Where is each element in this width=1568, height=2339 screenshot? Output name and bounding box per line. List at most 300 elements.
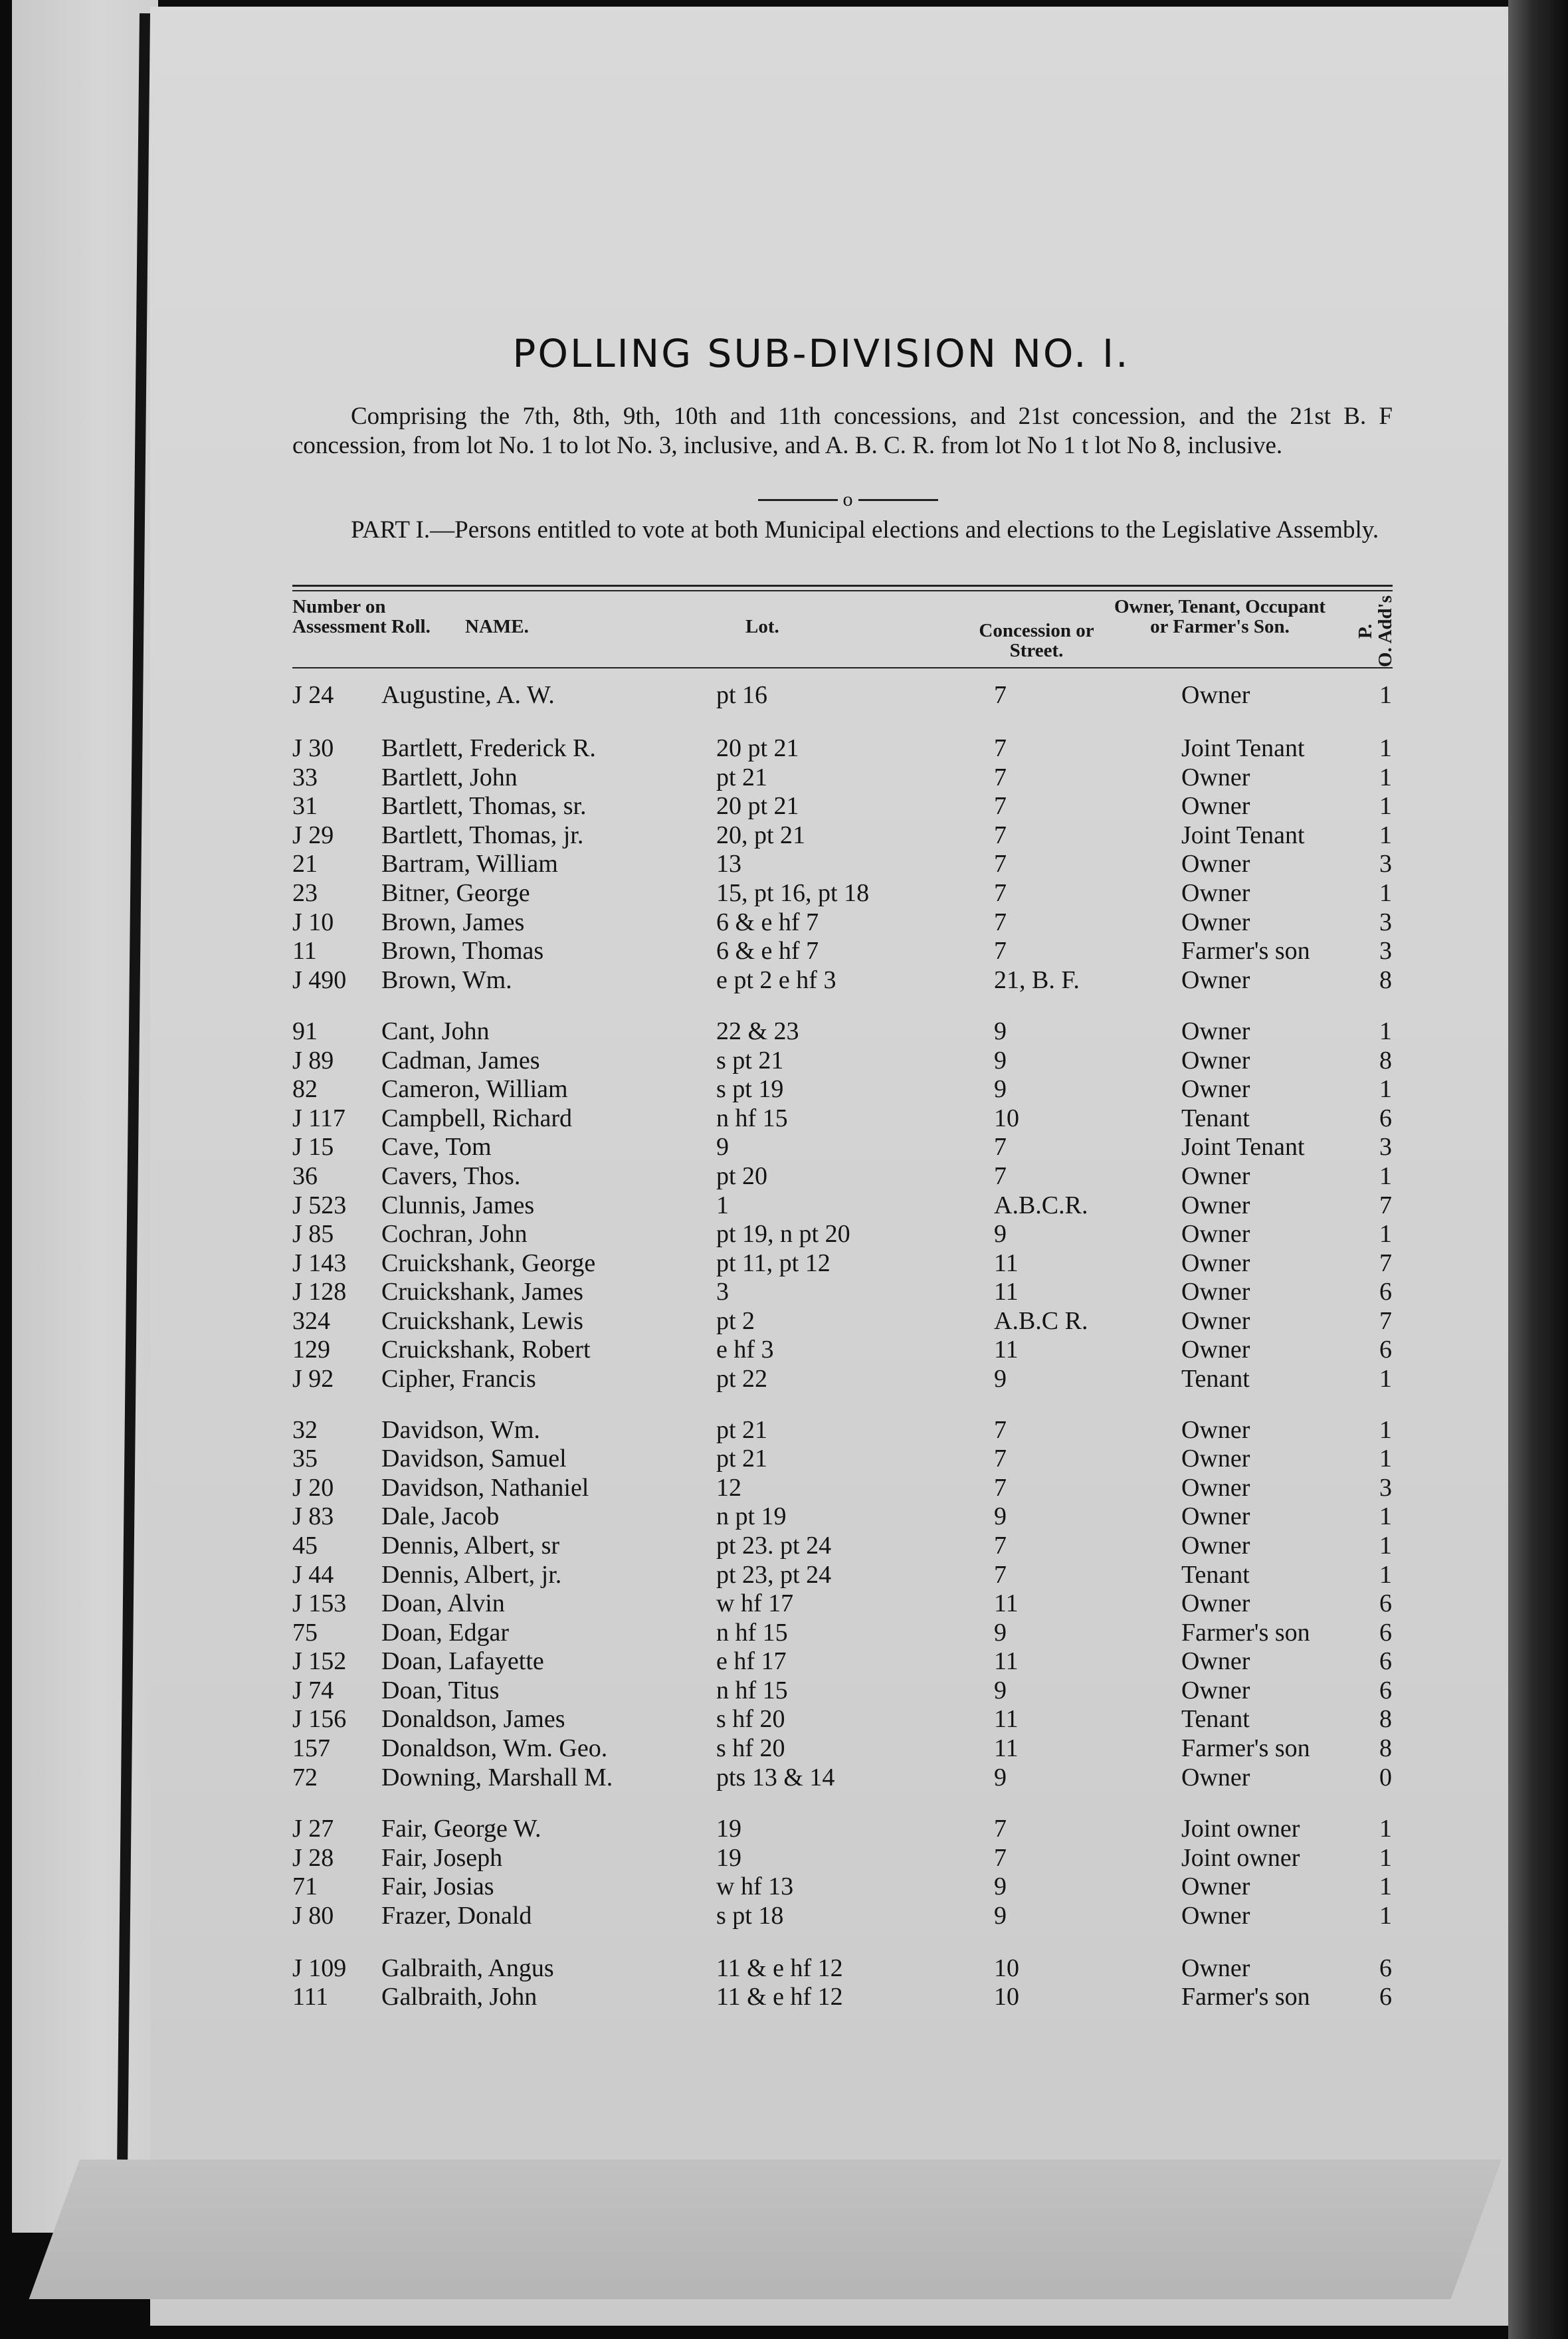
cell-po: 1: [1379, 792, 1392, 820]
cell-con: A.B.C R.: [994, 1307, 1088, 1335]
cell-own: Owner: [1181, 1502, 1250, 1530]
table-row: [0, 1104, 1568, 1133]
cell-lot: w hf 13: [716, 1873, 794, 1900]
cell-lot: s pt 21: [716, 1047, 784, 1074]
cell-own: Owner: [1181, 1902, 1250, 1930]
cell-own: Joint owner: [1181, 1815, 1300, 1843]
cell-lot: 1: [716, 1191, 729, 1219]
cell-con: 7: [994, 1133, 1007, 1161]
cell-num: 11: [292, 937, 317, 965]
cell-po: 6: [1379, 1278, 1392, 1306]
cell-lot: 20, pt 21: [716, 821, 806, 849]
cell-con: 11: [994, 1249, 1019, 1277]
cell-lot: 11 & e hf 12: [716, 1983, 843, 2011]
cell-con: 7: [994, 1815, 1007, 1843]
cell-po: 1: [1379, 763, 1392, 791]
cell-po: 1: [1379, 681, 1392, 709]
cell-po: 1: [1379, 1873, 1392, 1900]
cell-lot: 6 & e hf 7: [716, 937, 819, 965]
cell-num: J 152: [292, 1647, 347, 1675]
table-rule-top-thin: [292, 590, 1393, 591]
cell-own: Owner: [1181, 1017, 1250, 1045]
cell-name: Galbraith, John: [381, 1983, 538, 2011]
cell-name: Cruickshank, Robert: [381, 1336, 591, 1364]
table-row: [0, 1046, 1568, 1075]
cell-lot: 11 & e hf 12: [716, 1954, 843, 1982]
table-row: [0, 1814, 1568, 1843]
cell-con: 7: [994, 734, 1007, 762]
cell-lot: pt 23, pt 24: [716, 1561, 832, 1589]
cell-num: J 153: [292, 1589, 347, 1617]
table-row: [0, 680, 1568, 710]
cell-lot: 19: [716, 1815, 741, 1843]
cell-own: Joint Tenant: [1181, 821, 1305, 849]
cell-own: Owner: [1181, 966, 1250, 994]
cell-name: Donaldson, Wm. Geo.: [381, 1734, 608, 1762]
cell-name: Cruickshank, James: [381, 1278, 583, 1306]
cell-con: 10: [994, 1954, 1019, 1982]
cell-own: Owner: [1181, 1647, 1250, 1675]
cell-con: 7: [994, 763, 1007, 791]
cell-num: 36: [292, 1162, 318, 1190]
cell-lot: pts 13 & 14: [716, 1764, 835, 1791]
cell-po: 3: [1379, 937, 1392, 965]
cell-name: Cruickshank, George: [381, 1249, 596, 1277]
cell-own: Owner: [1181, 1416, 1250, 1444]
table-row: [0, 1017, 1568, 1046]
cell-name: Donaldson, James: [381, 1705, 565, 1733]
cell-num: J 156: [292, 1705, 347, 1733]
cell-own: Farmer's son: [1181, 937, 1310, 965]
cell-con: 9: [994, 1902, 1007, 1930]
cell-num: J 10: [292, 908, 334, 936]
cell-own: Owner: [1181, 1532, 1250, 1560]
cell-own: Farmer's son: [1181, 1619, 1310, 1647]
cell-po: 1: [1379, 1445, 1392, 1473]
cell-own: Owner: [1181, 792, 1250, 820]
cell-lot: pt 22: [716, 1365, 768, 1393]
cell-num: 75: [292, 1619, 318, 1647]
cell-name: Bartlett, Frederick R.: [381, 734, 596, 762]
cell-own: Owner: [1181, 1249, 1250, 1277]
cell-own: Tenant: [1181, 1561, 1250, 1589]
cell-name: Dennis, Albert, sr: [381, 1532, 560, 1560]
header-number: Number on Assessment Roll.: [292, 596, 431, 637]
cell-num: J 92: [292, 1365, 334, 1393]
cell-num: J 109: [292, 1954, 347, 1982]
cell-po: 1: [1379, 1561, 1392, 1589]
table-row: [0, 1954, 1568, 1983]
cell-po: 3: [1379, 1133, 1392, 1161]
cell-lot: 20 pt 21: [716, 792, 799, 820]
cell-con: 21, B. F.: [994, 966, 1080, 994]
cell-con: 9: [994, 1873, 1007, 1900]
cell-own: Owner: [1181, 908, 1250, 936]
table-row: [0, 1704, 1568, 1734]
cell-name: Fair, George W.: [381, 1815, 541, 1843]
cell-con: 11: [994, 1734, 1019, 1762]
cell-con: 9: [994, 1220, 1007, 1248]
cell-po: 1: [1379, 1365, 1392, 1393]
cell-num: J 29: [292, 821, 334, 849]
cell-name: Bartlett, Thomas, jr.: [381, 821, 584, 849]
cell-con: 7: [994, 937, 1007, 965]
cell-po: 7: [1379, 1191, 1392, 1219]
table-row: [0, 1872, 1568, 1901]
cell-num: 111: [292, 1983, 329, 2011]
cell-po: 6: [1379, 1983, 1392, 2011]
header-lot: Lot.: [745, 616, 779, 637]
cell-own: Owner: [1181, 1162, 1250, 1190]
cell-num: J 15: [292, 1133, 334, 1161]
cell-name: Doan, Titus: [381, 1677, 500, 1704]
cell-num: 35: [292, 1445, 318, 1473]
cell-po: 1: [1379, 1220, 1392, 1248]
cell-name: Bitner, George: [381, 879, 530, 907]
table-row: [0, 1074, 1568, 1104]
cell-con: 11: [994, 1336, 1019, 1364]
cell-name: Frazer, Donald: [381, 1902, 532, 1930]
cell-po: 1: [1379, 1075, 1392, 1103]
cell-lot: n hf 15: [716, 1104, 788, 1132]
table-row: [0, 878, 1568, 908]
cell-con: A.B.C.R.: [994, 1191, 1088, 1219]
table-row: [0, 791, 1568, 821]
cell-lot: pt 23. pt 24: [716, 1532, 832, 1560]
cell-po: 1: [1379, 1162, 1392, 1190]
cell-name: Brown, Wm.: [381, 966, 512, 994]
cell-con: 7: [994, 1445, 1007, 1473]
cell-num: 324: [292, 1307, 330, 1335]
cell-po: 8: [1379, 1734, 1392, 1762]
cell-po: 1: [1379, 1844, 1392, 1872]
cell-lot: 15, pt 16, pt 18: [716, 879, 870, 907]
cell-lot: pt 21: [716, 1416, 768, 1444]
cell-po: 1: [1379, 1902, 1392, 1930]
cell-lot: e hf 3: [716, 1336, 774, 1364]
cell-num: J 80: [292, 1902, 334, 1930]
cell-own: Joint owner: [1181, 1844, 1300, 1872]
cell-po: 1: [1379, 1416, 1392, 1444]
table-row: [0, 1647, 1568, 1676]
table-row: [0, 1277, 1568, 1306]
cell-con: 7: [994, 850, 1007, 878]
cell-po: 1: [1379, 1815, 1392, 1843]
cell-lot: e pt 2 e hf 3: [716, 966, 836, 994]
cell-own: Owner: [1181, 879, 1250, 907]
cell-po: 8: [1379, 966, 1392, 994]
cell-lot: s pt 19: [716, 1075, 784, 1103]
cell-own: Tenant: [1181, 1705, 1250, 1733]
cell-name: Cant, John: [381, 1017, 490, 1045]
cell-lot: 6 & e hf 7: [716, 908, 819, 936]
cell-num: J 85: [292, 1220, 334, 1248]
cell-num: J 89: [292, 1047, 334, 1074]
cell-own: Owner: [1181, 1336, 1250, 1364]
cell-own: Joint Tenant: [1181, 734, 1305, 762]
cell-po: 0: [1379, 1764, 1392, 1791]
cell-po: 3: [1379, 1474, 1392, 1502]
cell-name: Dale, Jacob: [381, 1502, 500, 1530]
cell-num: 72: [292, 1764, 318, 1791]
cell-num: J 117: [292, 1104, 345, 1132]
cell-own: Owner: [1181, 850, 1250, 878]
cell-num: J 28: [292, 1844, 334, 1872]
cell-num: J 523: [292, 1191, 347, 1219]
cell-po: 8: [1379, 1047, 1392, 1074]
cell-lot: 20 pt 21: [716, 734, 799, 762]
cell-name: Cruickshank, Lewis: [381, 1307, 583, 1335]
cell-con: 7: [994, 1474, 1007, 1502]
cell-num: J 44: [292, 1561, 334, 1589]
cell-po: 8: [1379, 1705, 1392, 1733]
cell-name: Brown, James: [381, 908, 525, 936]
cell-con: 9: [994, 1677, 1007, 1704]
cell-num: 91: [292, 1017, 318, 1045]
table-row: [0, 734, 1568, 763]
table-row: [0, 1473, 1568, 1502]
cell-own: Owner: [1181, 1191, 1250, 1219]
table-row: [0, 1132, 1568, 1162]
cell-own: Owner: [1181, 681, 1250, 709]
table-rule-header: [292, 667, 1393, 668]
cell-own: Owner: [1181, 1047, 1250, 1074]
cell-con: 7: [994, 908, 1007, 936]
cell-own: Owner: [1181, 1954, 1250, 1982]
cell-lot: w hf 17: [716, 1589, 794, 1617]
cell-num: 71: [292, 1873, 318, 1900]
cell-con: 7: [994, 1532, 1007, 1560]
cell-name: Fair, Joseph: [381, 1844, 503, 1872]
cell-po: 1: [1379, 1532, 1392, 1560]
cell-name: Cameron, William: [381, 1075, 568, 1103]
cell-num: J 128: [292, 1278, 347, 1306]
cell-lot: s hf 20: [716, 1705, 785, 1733]
cell-own: Farmer's son: [1181, 1734, 1310, 1762]
cell-po: 6: [1379, 1336, 1392, 1364]
cell-own: Tenant: [1181, 1104, 1250, 1132]
cell-lot: e hf 17: [716, 1647, 787, 1675]
cell-own: Owner: [1181, 1589, 1250, 1617]
cell-num: 45: [292, 1532, 318, 1560]
cell-lot: pt 21: [716, 763, 768, 791]
cell-con: 9: [994, 1017, 1007, 1045]
table-row: [0, 908, 1568, 937]
cell-own: Owner: [1181, 763, 1250, 791]
table-row: [0, 1364, 1568, 1393]
cell-po: 1: [1379, 1017, 1392, 1045]
cell-po: 6: [1379, 1589, 1392, 1617]
table-row: [0, 1982, 1568, 2011]
cell-name: Galbraith, Angus: [381, 1954, 554, 1982]
table-row: [0, 1191, 1568, 1220]
table-row: [0, 966, 1568, 995]
cell-name: Cipher, Francis: [381, 1365, 536, 1393]
cell-name: Doan, Alvin: [381, 1589, 505, 1617]
cell-own: Owner: [1181, 1278, 1250, 1306]
cell-own: Farmer's son: [1181, 1983, 1310, 2011]
cell-lot: n hf 15: [716, 1619, 788, 1647]
cell-own: Joint Tenant: [1181, 1133, 1305, 1161]
header-po-label: P. O. Add's: [1355, 595, 1396, 667]
cell-own: Owner: [1181, 1474, 1250, 1502]
cell-name: Cochran, John: [381, 1220, 528, 1248]
table-row: [0, 1444, 1568, 1473]
cell-lot: pt 11, pt 12: [716, 1249, 831, 1277]
cell-po: 7: [1379, 1249, 1392, 1277]
cell-own: Owner: [1181, 1873, 1250, 1900]
cell-con: 9: [994, 1764, 1007, 1791]
table-row: [0, 1502, 1568, 1531]
cell-lot: 9: [716, 1133, 729, 1161]
cell-own: Owner: [1181, 1677, 1250, 1704]
cell-num: 157: [292, 1734, 330, 1762]
table-row: [0, 1901, 1568, 1930]
cell-num: J 30: [292, 734, 334, 762]
table-row: [0, 1219, 1568, 1249]
cell-name: Bartlett, John: [381, 763, 518, 791]
cell-po: 6: [1379, 1954, 1392, 1982]
cell-po: 1: [1379, 821, 1392, 849]
cell-name: Bartram, William: [381, 850, 558, 878]
table-row: [0, 1618, 1568, 1647]
cell-po: 3: [1379, 908, 1392, 936]
table-row: [0, 936, 1568, 966]
cell-own: Owner: [1181, 1764, 1250, 1791]
ornament-dash-right: [858, 499, 938, 501]
cell-name: Davidson, Nathaniel: [381, 1474, 589, 1502]
cell-num: 32: [292, 1416, 318, 1444]
cell-lot: pt 20: [716, 1162, 768, 1190]
cell-con: 10: [994, 1104, 1019, 1132]
table-rule-top: [292, 585, 1393, 587]
cell-lot: 22 & 23: [716, 1017, 799, 1045]
cell-con: 7: [994, 1844, 1007, 1872]
cell-con: 9: [994, 1502, 1007, 1530]
table-row: [0, 1162, 1568, 1191]
table-row: [0, 763, 1568, 792]
cell-con: 11: [994, 1705, 1019, 1733]
cell-lot: 19: [716, 1844, 741, 1872]
ornament-glyph: o: [842, 488, 853, 510]
cell-con: 9: [994, 1047, 1007, 1074]
ornament-dash-left: [758, 499, 838, 501]
table-row: [0, 821, 1568, 850]
cell-con: 7: [994, 1416, 1007, 1444]
cell-po: 1: [1379, 1502, 1392, 1530]
cell-po: 6: [1379, 1619, 1392, 1647]
cell-lot: pt 16: [716, 681, 768, 709]
cell-num: J 74: [292, 1677, 334, 1704]
table-row: [0, 849, 1568, 878]
cell-po: 7: [1379, 1307, 1392, 1335]
cell-num: 21: [292, 850, 318, 878]
cell-num: J 83: [292, 1502, 334, 1530]
cell-lot: s pt 18: [716, 1902, 784, 1930]
cell-lot: pt 2: [716, 1307, 755, 1335]
cell-name: Davidson, Wm.: [381, 1416, 540, 1444]
header-owner-status: Owner, Tenant, Occupant or Farmer's Son.: [1114, 596, 1325, 637]
table-row: [0, 1531, 1568, 1560]
cell-name: Brown, Thomas: [381, 937, 544, 965]
cell-lot: s hf 20: [716, 1734, 785, 1762]
cell-num: J 20: [292, 1474, 334, 1502]
cell-own: Owner: [1181, 1445, 1250, 1473]
cell-num: 33: [292, 763, 318, 791]
cell-lot: 3: [716, 1278, 729, 1306]
cell-num: J 27: [292, 1815, 334, 1843]
cell-lot: pt 19, n pt 20: [716, 1220, 850, 1248]
cell-name: Davidson, Samuel: [381, 1445, 567, 1473]
cell-con: 7: [994, 792, 1007, 820]
cell-name: Fair, Josias: [381, 1873, 494, 1900]
cell-con: 7: [994, 821, 1007, 849]
cell-num: J 24: [292, 681, 334, 709]
table-row: [0, 1415, 1568, 1445]
cell-num: 129: [292, 1336, 330, 1364]
table-row: [0, 1306, 1568, 1336]
cell-lot: 13: [716, 850, 741, 878]
table-row: [0, 1335, 1568, 1364]
cell-con: 9: [994, 1365, 1007, 1393]
cell-po: 3: [1379, 850, 1392, 878]
cell-name: Downing, Marshall M.: [381, 1764, 613, 1791]
cell-con: 11: [994, 1278, 1019, 1306]
cell-po: 6: [1379, 1104, 1392, 1132]
cell-own: Tenant: [1181, 1365, 1250, 1393]
table-row: [0, 1763, 1568, 1792]
cell-name: Cadman, James: [381, 1047, 540, 1074]
table-row: [0, 1843, 1568, 1873]
cell-name: Clunnis, James: [381, 1191, 535, 1219]
table-row: [0, 1734, 1568, 1763]
cell-name: Cave, Tom: [381, 1133, 492, 1161]
table-row: [0, 1589, 1568, 1618]
cell-name: Campbell, Richard: [381, 1104, 573, 1132]
cell-con: 9: [994, 1619, 1007, 1647]
cell-num: 31: [292, 792, 318, 820]
cell-own: Owner: [1181, 1307, 1250, 1335]
cell-num: J 490: [292, 966, 347, 994]
cell-con: 10: [994, 1983, 1019, 2011]
page-title: POLLING SUB-DIVISION NO. I.: [512, 331, 1130, 376]
cell-name: Bartlett, Thomas, sr.: [381, 792, 587, 820]
cell-num: 82: [292, 1075, 318, 1103]
ornament-divider: [748, 490, 947, 510]
header-po: [1342, 595, 1409, 667]
cell-num: J 143: [292, 1249, 347, 1277]
table-row: [0, 1249, 1568, 1278]
cell-con: 11: [994, 1589, 1019, 1617]
part-heading: PART I.—Persons entitled to vote at both Municipal elections and elections to the Legislative Assembly.: [351, 516, 1379, 544]
cell-own: Owner: [1181, 1075, 1250, 1103]
subdivision-description: Comprising the 7th, 8th, 9th, 10th and 11th concessions, and 21st concession, and the 21st B. F concession, from lot No. 1 to lot No. 3, inclusive, and A. B. C. R. from lot No 1 t lot No 8, inclusive.: [292, 403, 1393, 459]
cell-name: Dennis, Albert, jr.: [381, 1561, 562, 1589]
cell-name: Cavers, Thos.: [381, 1162, 521, 1190]
cell-po: 6: [1379, 1647, 1392, 1675]
cell-con: 9: [994, 1075, 1007, 1103]
header-name: NAME.: [465, 616, 529, 637]
cell-lot: pt 21: [716, 1445, 768, 1473]
table-row: [0, 1560, 1568, 1589]
table-row: [0, 1676, 1568, 1705]
cell-lot: n hf 15: [716, 1677, 788, 1704]
cell-po: 1: [1379, 879, 1392, 907]
cell-lot: n pt 19: [716, 1502, 787, 1530]
cell-con: 7: [994, 681, 1007, 709]
cell-name: Augustine, A. W.: [381, 681, 555, 709]
cell-con: 7: [994, 879, 1007, 907]
